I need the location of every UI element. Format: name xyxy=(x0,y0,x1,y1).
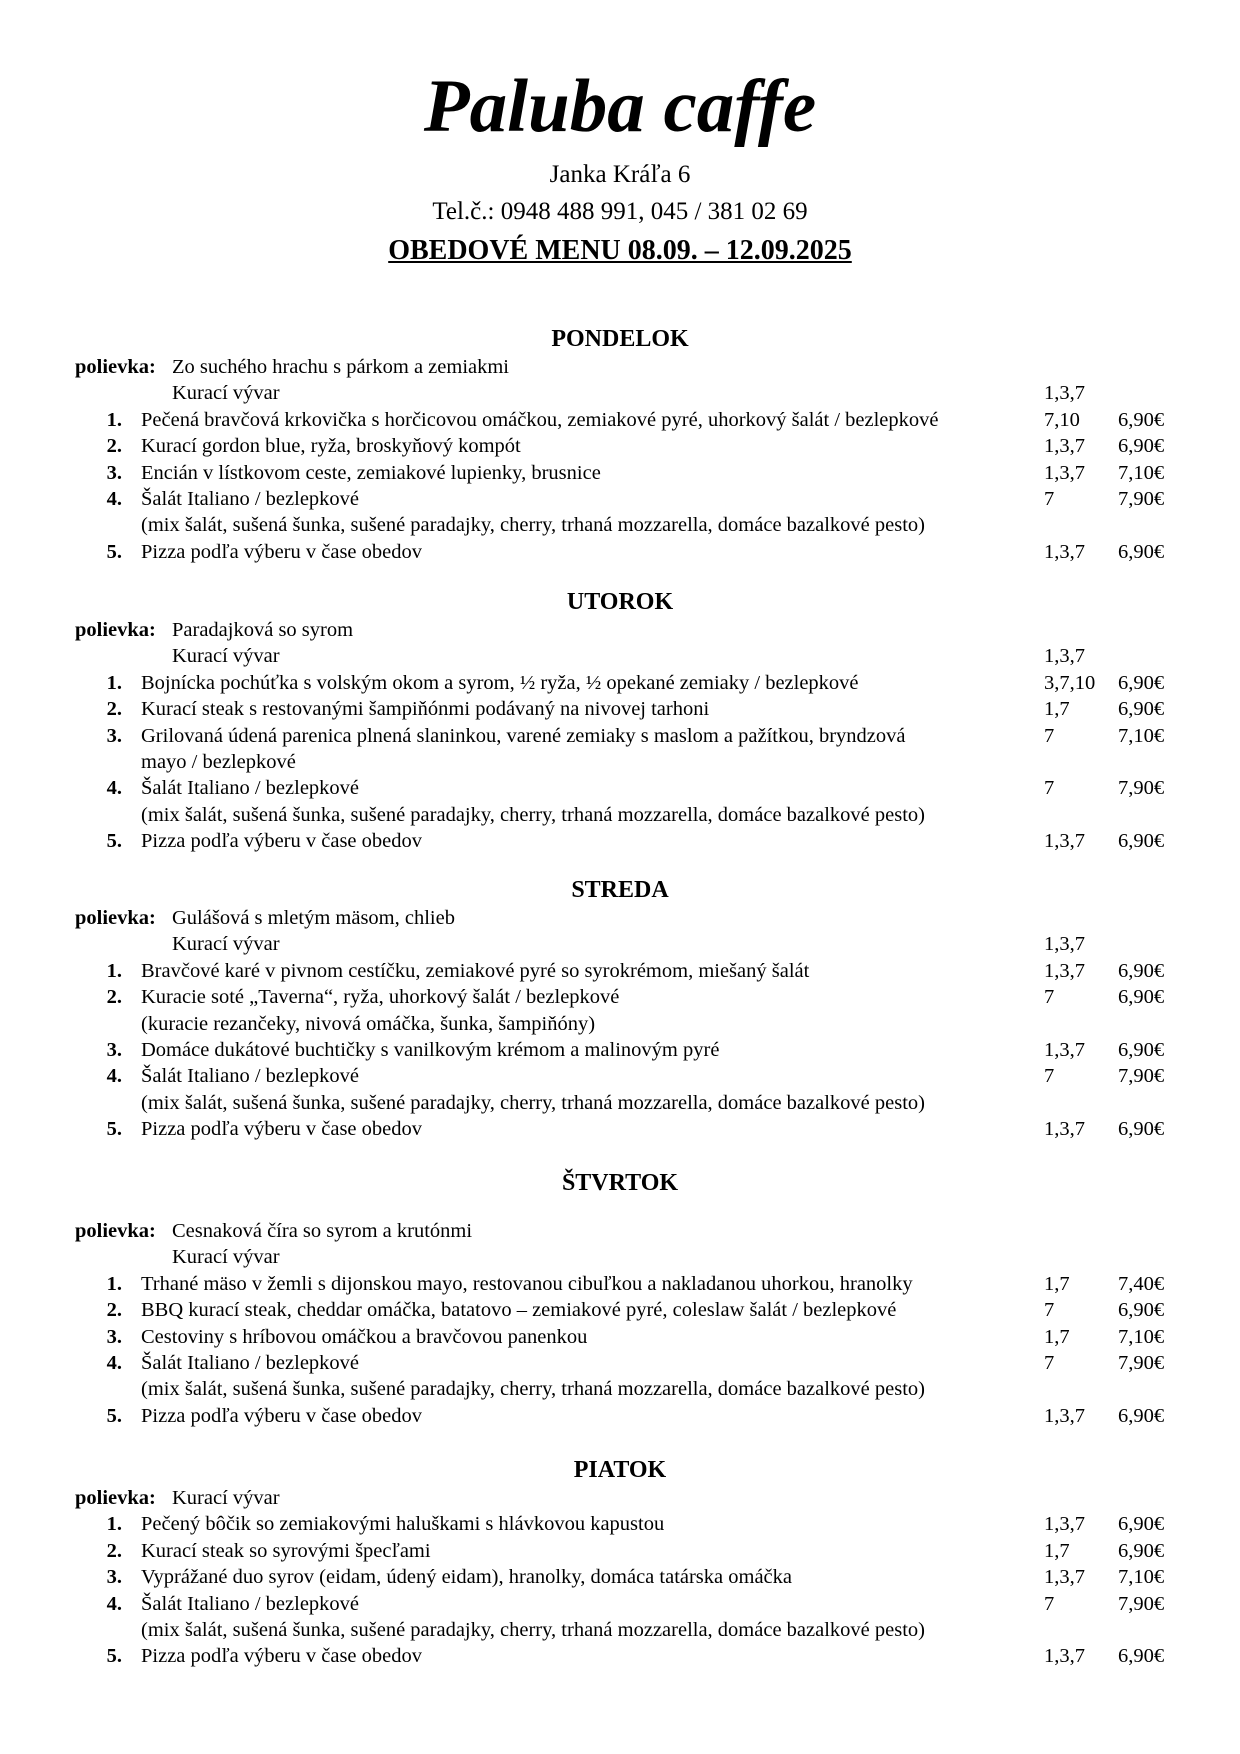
dish-name: Pizza podľa výberu v čase obedov xyxy=(141,1118,422,1141)
soup-label: polievka: xyxy=(75,619,156,641)
dish-name: Domáce dukátové buchtičky s vanilkovým krémom a malinovým pyré xyxy=(141,1039,720,1061)
item-number: 5. xyxy=(106,830,122,853)
menu-item xyxy=(0,775,1240,801)
item-number: 1. xyxy=(106,1272,122,1295)
menu-item xyxy=(0,958,1240,984)
price: 6,90€ xyxy=(1118,408,1165,431)
dish-name: Kuracie soté „Taverna“, ryža, uhorkový šalát / bezlepkové xyxy=(141,986,620,1009)
allergens: 1,3,7 xyxy=(1044,1513,1085,1536)
item-number: 5. xyxy=(106,1645,122,1668)
item-number: 5. xyxy=(106,540,122,563)
price: 6,90€ xyxy=(1118,1039,1165,1061)
menu-item xyxy=(0,1271,1240,1297)
dish-detail: (kuracie rezančeky, nivová omáčka, šunka, šampiňóny) xyxy=(141,1012,596,1035)
dish-name: Pizza podľa výberu v čase obedov xyxy=(141,830,422,853)
menu-item-detail xyxy=(0,1011,1240,1037)
dish-name: Vyprážané duo syrov (eidam, údený eidam), hranolky, domáca tatárska omáčka xyxy=(141,1566,793,1589)
menu-item xyxy=(0,1324,1240,1350)
allergens: 7 xyxy=(1044,986,1055,1009)
soup-label: polievka: xyxy=(75,356,156,378)
menu-item xyxy=(0,670,1240,696)
item-number: 4. xyxy=(106,488,122,510)
price: 7,40€ xyxy=(1118,1272,1165,1295)
price: 6,90€ xyxy=(1118,1645,1165,1668)
menu-item xyxy=(0,984,1240,1010)
allergens: 7 xyxy=(1044,777,1055,800)
dish-name: Cestoviny s hríbovou omáčkou a bravčovou panenkou xyxy=(141,1325,588,1348)
item-number: 3. xyxy=(106,1039,122,1061)
allergens: 1,3,7 xyxy=(1044,645,1085,668)
menu-item xyxy=(0,1643,1240,1669)
allergens: 1,3,7 xyxy=(1044,435,1085,458)
menu-item-detail xyxy=(0,512,1240,538)
menu-item xyxy=(0,1063,1240,1089)
allergens: 7,10 xyxy=(1044,408,1080,431)
menu-item-detail xyxy=(0,1617,1240,1643)
menu-item xyxy=(0,696,1240,722)
allergens: 1,3,7 xyxy=(1044,382,1085,405)
item-number: 2. xyxy=(106,435,122,458)
item-number: 2. xyxy=(106,1539,122,1562)
allergens: 1,3,7 xyxy=(1044,959,1085,982)
broth-line xyxy=(0,380,1240,406)
allergens: 1,7 xyxy=(1044,698,1070,721)
item-number: 2. xyxy=(106,986,122,1009)
menu-item xyxy=(0,539,1240,565)
price: 7,90€ xyxy=(1118,777,1165,800)
price: 7,90€ xyxy=(1118,1592,1165,1615)
item-number: 2. xyxy=(106,1299,122,1322)
dish-name: Grilovaná údená parenica plnená slaninkou, varené zemiaky s maslom a pažítkou, bryndzová xyxy=(141,724,906,747)
soup-name: Kurací vývar xyxy=(172,1487,280,1509)
dish-detail: (mix šalát, sušená šunka, sušené paradajky, cherry, trhaná mozzarella, domáce bazalkové pesto) xyxy=(141,514,925,537)
menu-item xyxy=(0,1591,1240,1617)
menu-item-detail xyxy=(0,802,1240,828)
dish-name: Kurací steak so syrovými špecľami xyxy=(141,1539,431,1562)
dish-name: Pizza podľa výberu v čase obedov xyxy=(141,540,422,563)
item-number: 3. xyxy=(106,1566,122,1589)
broth-name: Kurací vývar xyxy=(172,933,280,956)
item-number: 5. xyxy=(106,1404,122,1427)
price: 7,90€ xyxy=(1118,1352,1165,1374)
item-number: 1. xyxy=(106,959,122,982)
soup-line xyxy=(0,1218,1240,1244)
day-heading: UTOROK xyxy=(566,589,674,615)
broth-name: Kurací vývar xyxy=(172,1246,280,1269)
dish-name: Šalát Italiano / bezlepkové xyxy=(141,1352,360,1374)
restaurant-name: Paluba caffe xyxy=(423,65,817,148)
menu-item xyxy=(0,1564,1240,1590)
price: 6,90€ xyxy=(1118,1118,1165,1141)
menu-title: OBEDOVÉ MENU 08.09. – 12.09.2025 xyxy=(388,235,852,266)
menu-item xyxy=(0,1116,1240,1142)
item-number: 3. xyxy=(106,1325,122,1348)
dish-name: Kurací gordon blue, ryža, broskyňový kompót xyxy=(141,435,521,458)
day-heading: PONDELOK xyxy=(551,326,689,352)
day-heading: STREDA xyxy=(571,877,669,903)
item-number: 3. xyxy=(106,724,122,747)
soup-line xyxy=(0,905,1240,931)
menu-item-detail xyxy=(0,1376,1240,1402)
soup-name: Zo suchého hrachu s párkom a zemiakmi xyxy=(172,356,509,378)
price: 7,10€ xyxy=(1118,461,1165,484)
item-number: 4. xyxy=(106,1065,122,1088)
dish-detail: (mix šalát, sušená šunka, sušené paradajky, cherry, trhaná mozzarella, domáce bazalkové pesto) xyxy=(141,1091,925,1114)
restaurant-phone: Tel.č.: 0948 488 991, 045 / 381 02 69 xyxy=(432,198,808,225)
broth-line xyxy=(0,643,1240,669)
broth-name: Kurací vývar xyxy=(172,645,280,668)
menu-item xyxy=(0,828,1240,854)
allergens: 1,3,7 xyxy=(1044,1645,1085,1668)
item-number: 1. xyxy=(106,1513,122,1536)
soup-label: polievka: xyxy=(75,1220,156,1242)
restaurant-address: Janka Kráľa 6 xyxy=(549,161,691,188)
price: 6,90€ xyxy=(1118,1513,1165,1536)
menu-item xyxy=(0,1403,1240,1429)
dish-name: Trhané mäso v žemli s dijonskou mayo, restovanou cibuľkou a nakladanou uhorkou, hranolky xyxy=(141,1272,913,1295)
dish-name: Bojnícka pochúťka s volským okom a syrom, ½ ryža, ½ opekané zemiaky / bezlepkové xyxy=(141,671,859,694)
soup-label: polievka: xyxy=(75,907,156,929)
allergens: 1,3,7 xyxy=(1044,933,1085,956)
dish-detail: mayo / bezlepkové xyxy=(141,751,296,773)
dish-name: Šalát Italiano / bezlepkové xyxy=(141,1065,360,1088)
allergens: 7 xyxy=(1044,1592,1055,1615)
broth-line xyxy=(0,1244,1240,1270)
price: 6,90€ xyxy=(1118,1539,1165,1562)
allergens: 1,3,7 xyxy=(1044,540,1085,563)
day-heading: ŠTVRTOK xyxy=(561,1170,679,1196)
menu-item xyxy=(0,723,1240,749)
menu-item xyxy=(0,1297,1240,1323)
price: 7,90€ xyxy=(1118,488,1165,510)
menu-item xyxy=(0,1350,1240,1376)
menu-item xyxy=(0,1538,1240,1564)
menu-item xyxy=(0,460,1240,486)
dish-name: Pizza podľa výberu v čase obedov xyxy=(141,1645,422,1668)
price: 6,90€ xyxy=(1118,986,1165,1009)
price: 6,90€ xyxy=(1118,540,1165,563)
dish-detail: (mix šalát, sušená šunka, sušené paradajky, cherry, trhaná mozzarella, domáce bazalkové pesto) xyxy=(141,803,925,826)
allergens: 1,3,7 xyxy=(1044,1118,1085,1141)
dish-name: Šalát Italiano / bezlepkové xyxy=(141,488,360,510)
allergens: 7 xyxy=(1044,488,1055,510)
allergens: 7 xyxy=(1044,1299,1055,1322)
soup-label: polievka: xyxy=(75,1487,156,1509)
dish-name: BBQ kurací steak, cheddar omáčka, batatovo – zemiakové pyré, coleslaw šalát / bezlepkové xyxy=(141,1299,897,1322)
price: 7,90€ xyxy=(1118,1065,1165,1088)
item-number: 5. xyxy=(106,1118,122,1141)
price: 6,90€ xyxy=(1118,1404,1165,1427)
price: 6,90€ xyxy=(1118,671,1165,694)
dish-name: Pizza podľa výberu v čase obedov xyxy=(141,1404,422,1427)
broth-name: Kurací vývar xyxy=(172,382,280,405)
item-number: 4. xyxy=(106,1592,122,1615)
item-number: 4. xyxy=(106,777,122,800)
dish-name: Kurací steak s restovanými šampiňónmi podávaný na nivovej tarhoni xyxy=(141,698,710,721)
menu-item-detail xyxy=(0,749,1240,775)
allergens: 1,3,7 xyxy=(1044,830,1085,853)
dish-name: Bravčové karé v pivnom cestíčku, zemiakové pyré so syrokrémom, miešaný šalát xyxy=(141,959,810,982)
item-number: 2. xyxy=(106,698,122,721)
dish-name: Pečený bôčik so zemiakovými haluškami s hlávkovou kapustou xyxy=(141,1513,665,1536)
price: 7,10€ xyxy=(1118,1325,1165,1348)
item-number: 3. xyxy=(106,461,122,484)
allergens: 1,7 xyxy=(1044,1539,1070,1562)
dish-detail: (mix šalát, sušená šunka, sušené paradajky, cherry, trhaná mozzarella, domáce bazalkové pesto) xyxy=(141,1619,925,1641)
price: 6,90€ xyxy=(1118,959,1165,982)
allergens: 1,3,7 xyxy=(1044,461,1085,484)
soup-line xyxy=(0,354,1240,380)
allergens: 7 xyxy=(1044,1065,1055,1088)
allergens: 1,3,7 xyxy=(1044,1039,1085,1061)
soup-name: Paradajková so syrom xyxy=(172,619,354,641)
dish-name: Šalát Italiano / bezlepkové xyxy=(141,1592,360,1615)
price: 7,10€ xyxy=(1118,724,1165,747)
day-heading: PIATOK xyxy=(573,1457,667,1483)
dish-name: Pečená bravčová krkovička s horčicovou omáčkou, zemiakové pyré, uhorkový šalát / bezlepkové xyxy=(141,408,939,431)
allergens: 1,7 xyxy=(1044,1325,1070,1348)
menu-item-detail xyxy=(0,1090,1240,1116)
dish-name: Šalát Italiano / bezlepkové xyxy=(141,777,360,800)
allergens: 1,7 xyxy=(1044,1272,1070,1295)
price: 6,90€ xyxy=(1118,435,1165,458)
menu-item xyxy=(0,486,1240,512)
soup-line xyxy=(0,617,1240,643)
item-number: 4. xyxy=(106,1352,122,1374)
allergens: 1,3,7 xyxy=(1044,1566,1085,1589)
soup-line xyxy=(0,1485,1240,1511)
broth-line xyxy=(0,931,1240,957)
price: 6,90€ xyxy=(1118,1299,1165,1322)
soup-name: Cesnaková číra so syrom a krutónmi xyxy=(172,1220,473,1242)
price: 7,10€ xyxy=(1118,1566,1165,1589)
menu-item xyxy=(0,433,1240,459)
menu-item xyxy=(0,1511,1240,1537)
price: 6,90€ xyxy=(1118,830,1165,853)
allergens: 7 xyxy=(1044,1352,1055,1374)
item-number: 1. xyxy=(106,408,122,431)
allergens: 1,3,7 xyxy=(1044,1404,1085,1427)
dish-detail: (mix šalát, sušená šunka, sušené paradajky, cherry, trhaná mozzarella, domáce bazalkové pesto) xyxy=(141,1378,925,1401)
allergens: 7 xyxy=(1044,724,1055,747)
soup-name: Gulášová s mletým mäsom, chlieb xyxy=(172,907,455,929)
item-number: 1. xyxy=(106,671,122,694)
dish-name: Encián v lístkovom ceste, zemiakové lupienky, brusnice xyxy=(141,461,601,484)
allergens: 3,7,10 xyxy=(1044,671,1096,694)
menu-item xyxy=(0,407,1240,433)
price: 6,90€ xyxy=(1118,698,1165,721)
menu-item xyxy=(0,1037,1240,1063)
